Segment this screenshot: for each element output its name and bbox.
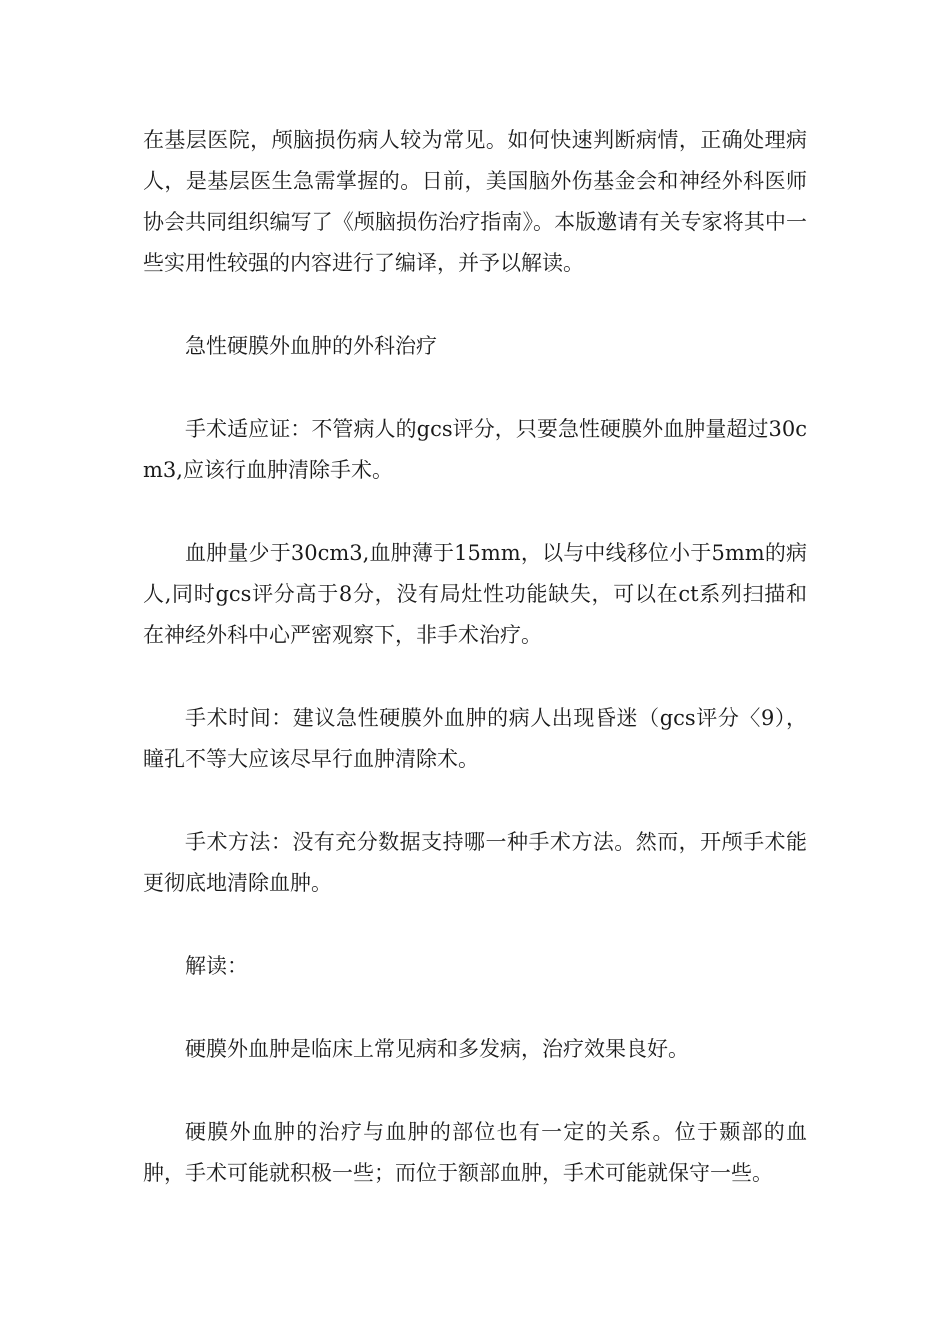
surgical-indication-paragraph: 手术适应证：不管病人的gcs评分，只要急性硬膜外血肿量超过30cm3,应该行血肿清除手术。 [143, 417, 807, 482]
surgery-timing-paragraph: 手术时间：建议急性硬膜外血肿的病人出现昏迷（gcs评分〈9），瞳孔不等大应该尽早行血肿清除术。 [143, 706, 807, 771]
intro-paragraph: 在基层医院，颅脑损伤病人较为常见。如何快速判断病情，正确处理病人，是基层医生急需掌握的。日前，美国脑外伤基金会和神经外科医师协会共同组织编写了《颅脑损伤治疗指南》。本版邀请有关专家将其中一些实用性较强的内容进行了编译，并予以解读。 [143, 128, 807, 275]
commentary-paragraph-1: 硬膜外血肿是临床上常见病和多发病，治疗效果良好。 [185, 1037, 689, 1061]
commentary-label: 解读： [185, 954, 248, 978]
commentary-paragraph-2: 硬膜外血肿的治疗与血肿的部位也有一定的关系。位于颞部的血肿，手术可能就积极一些；而位于额部血肿，手术可能就保守一些。 [143, 1120, 807, 1185]
document-body [143, 120, 807, 1236]
surgery-method-paragraph: 手术方法：没有充分数据支持哪一种手术方法。然而，开颅手术能更彻底地清除血肿。 [143, 830, 807, 895]
nonsurgical-criteria-paragraph: 血肿量少于30cm3,血肿薄于15mm，以与中线移位小于5mm的病人,同时gcs评分高于8分，没有局灶性功能缺失，可以在ct系列扫描和在神经外科中心严密观察下，非手术治疗。 [143, 541, 807, 647]
section-heading: 急性硬膜外血肿的外科治疗 [185, 334, 437, 358]
